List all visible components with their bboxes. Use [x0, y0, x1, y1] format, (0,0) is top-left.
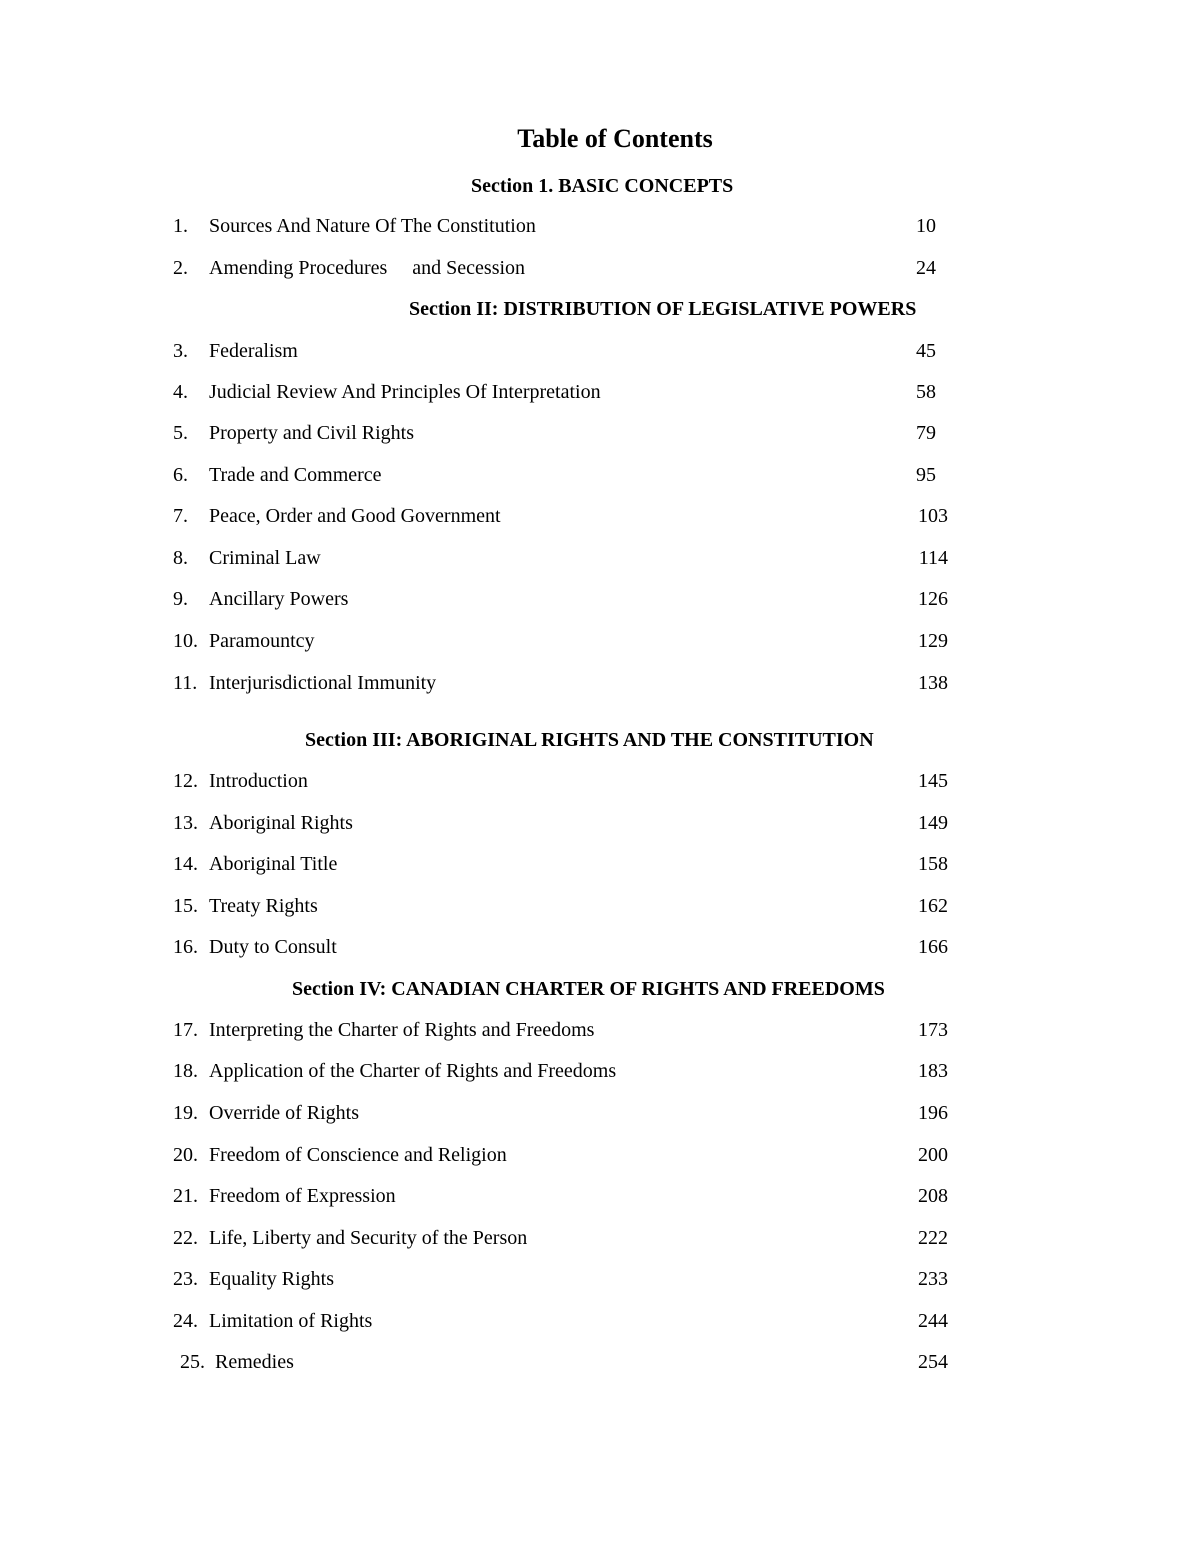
entry-page-number: 222	[918, 1227, 948, 1249]
entry-title: Federalism	[209, 340, 298, 362]
page-title: Table of Contents	[517, 124, 713, 153]
entry-title: Trade and Commerce	[209, 464, 382, 486]
entry-title: Interpreting the Charter of Rights and Freedoms	[209, 1019, 595, 1041]
entry-title: Aboriginal Rights	[209, 812, 353, 834]
toc-entry[interactable]	[0, 1225, 1200, 1251]
entry-title: Limitation of Rights	[209, 1310, 373, 1332]
section-heading-1: Section 1. BASIC CONCEPTS	[471, 175, 734, 197]
toc-entry[interactable]	[0, 213, 1200, 239]
entry-number: 8.	[173, 547, 188, 569]
entry-number: 4.	[173, 381, 188, 403]
entry-title: Peace, Order and Good Government	[209, 505, 501, 527]
entry-page-number: 126	[918, 588, 948, 610]
toc-entry[interactable]	[0, 1266, 1200, 1292]
entry-title: Treaty Rights	[209, 895, 318, 917]
entry-title: Override of Rights	[209, 1102, 359, 1124]
entry-title: Remedies	[215, 1351, 294, 1373]
entry-page-number: 158	[918, 853, 948, 875]
toc-entry[interactable]	[0, 1017, 1200, 1043]
toc-entry[interactable]	[0, 255, 1200, 281]
entry-page-number: 149	[918, 812, 948, 834]
toc-entry[interactable]	[0, 810, 1200, 836]
toc-entry[interactable]	[0, 1308, 1200, 1334]
entry-number: 20.	[173, 1144, 198, 1166]
entry-number: 21.	[173, 1185, 198, 1207]
toc-entry[interactable]	[0, 1142, 1200, 1168]
toc-entry[interactable]	[0, 934, 1200, 960]
toc-entry[interactable]	[0, 503, 1200, 529]
entry-number: 13.	[173, 812, 198, 834]
entry-number: 17.	[173, 1019, 198, 1041]
entry-page-number: 166	[918, 936, 948, 958]
entry-number: 12.	[173, 770, 198, 792]
toc-entry[interactable]	[0, 1183, 1200, 1209]
entry-number: 9.	[173, 588, 188, 610]
entry-number: 3.	[173, 340, 188, 362]
entry-page-number: 138	[918, 672, 948, 694]
entry-title: Amending Procedures and Secession	[209, 257, 526, 279]
entry-number: 10.	[173, 630, 198, 652]
toc-entry[interactable]	[0, 462, 1200, 488]
toc-entry[interactable]	[0, 379, 1200, 405]
entry-number: 23.	[173, 1268, 198, 1290]
entry-page-number: 196	[918, 1102, 948, 1124]
entry-title: Aboriginal Title	[209, 853, 338, 875]
toc-entry[interactable]	[0, 420, 1200, 446]
entry-number: 6.	[173, 464, 188, 486]
entry-title: Property and Civil Rights	[209, 422, 414, 444]
entry-title: Judicial Review And Principles Of Interpretation	[209, 381, 601, 403]
entry-number: 22.	[173, 1227, 198, 1249]
toc-entry[interactable]	[0, 851, 1200, 877]
section-heading-4: Section IV: CANADIAN CHARTER OF RIGHTS AND FREEDOMS	[292, 978, 885, 1000]
entry-page-number: 162	[918, 895, 948, 917]
toc-entry[interactable]	[0, 545, 1200, 571]
entry-title: Life, Liberty and Security of the Person	[209, 1227, 528, 1249]
entry-page-number: 208	[918, 1185, 948, 1207]
entry-number: 18.	[173, 1060, 198, 1082]
toc-entry[interactable]	[0, 893, 1200, 919]
entry-title: Ancillary Powers	[209, 588, 349, 610]
entry-number: 19.	[173, 1102, 198, 1124]
entry-page-number: 95	[916, 464, 936, 486]
entry-page-number: 103	[918, 505, 948, 527]
section-heading-3: Section III: ABORIGINAL RIGHTS AND THE CONSTITUTION	[305, 729, 874, 751]
entry-page-number: 24	[916, 257, 936, 279]
entry-number: 25.	[180, 1351, 205, 1373]
entry-page-number: 58	[916, 381, 936, 403]
entry-number: 7.	[173, 505, 188, 527]
entry-number: 5.	[173, 422, 188, 444]
toc-entry[interactable]	[0, 670, 1200, 696]
entry-number: 16.	[173, 936, 198, 958]
entry-title: Paramountcy	[209, 630, 315, 652]
toc-entry[interactable]	[0, 1349, 1200, 1375]
entry-page-number: 79	[916, 422, 936, 444]
toc-entry[interactable]	[0, 1100, 1200, 1126]
entry-page-number: 233	[918, 1268, 948, 1290]
toc-entry[interactable]	[0, 768, 1200, 794]
entry-title: Sources And Nature Of The Constitution	[209, 215, 536, 237]
entry-number: 24.	[173, 1310, 198, 1332]
entry-title: Interjurisdictional Immunity	[209, 672, 437, 694]
entry-page-number: 183	[918, 1060, 948, 1082]
toc-entry[interactable]	[0, 338, 1200, 364]
entry-number: 2.	[173, 257, 188, 279]
entry-page-number: 129	[918, 630, 948, 652]
entry-page-number: 10	[916, 215, 936, 237]
entry-page-number: 200	[918, 1144, 948, 1166]
entry-title: Application of the Charter of Rights and Freedoms	[209, 1060, 617, 1082]
entry-title: Duty to Consult	[209, 936, 337, 958]
entry-page-number: 114	[918, 547, 948, 569]
toc-entry[interactable]	[0, 628, 1200, 654]
toc-entry[interactable]	[0, 586, 1200, 612]
entry-page-number: 244	[918, 1310, 948, 1332]
entry-page-number: 45	[916, 340, 936, 362]
entry-title: Criminal Law	[209, 547, 321, 569]
entry-number: 11.	[173, 672, 198, 694]
entry-number: 15.	[173, 895, 198, 917]
toc-entry[interactable]	[0, 1058, 1200, 1084]
entry-title: Equality Rights	[209, 1268, 334, 1290]
entry-title: Freedom of Expression	[209, 1185, 396, 1207]
entry-page-number: 173	[918, 1019, 948, 1041]
entry-number: 14.	[173, 853, 198, 875]
section-heading-2: Section II: DISTRIBUTION OF LEGISLATIVE POWERS	[409, 298, 917, 320]
entry-page-number: 145	[918, 770, 948, 792]
entry-title: Introduction	[209, 770, 308, 792]
entry-page-number: 254	[918, 1351, 948, 1373]
entry-title: Freedom of Conscience and Religion	[209, 1144, 507, 1166]
entry-number: 1.	[173, 215, 188, 237]
